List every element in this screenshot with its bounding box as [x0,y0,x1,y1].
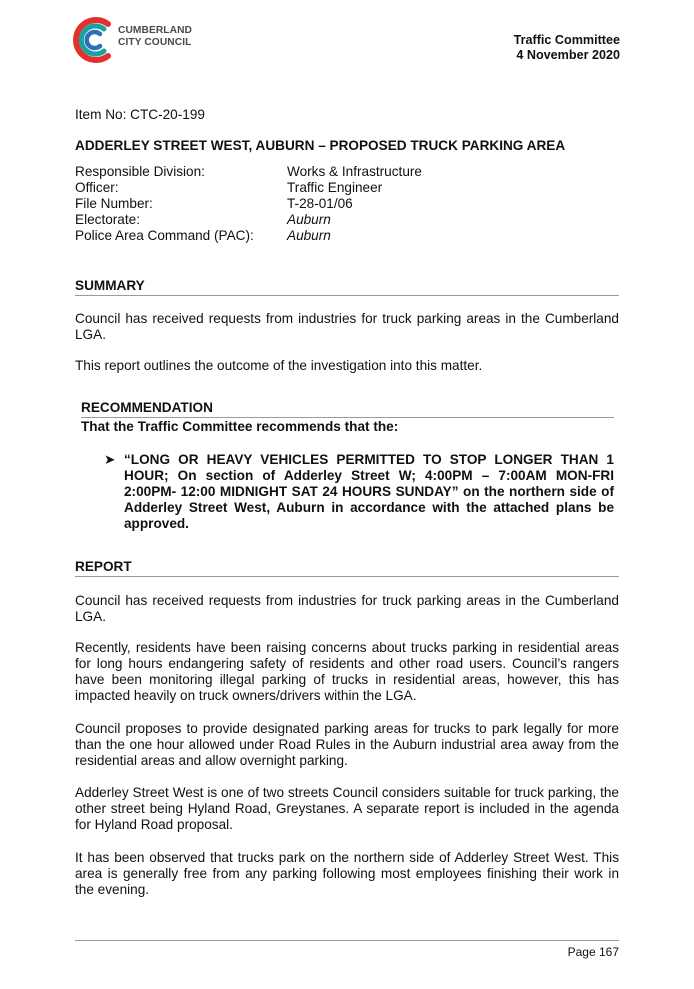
recommendation-text: “LONG OR HEAVY VEHICLES PERMITTED TO STOP LONGER THAN 1 HOUR; On section of Adderley Street W; 4:00PM – 7:00AM MON-FRI 2:00PM- 12:00 MIDNIGHT SAT 24 HOURS SUNDAY” on the northern side of Adderley Street West, Auburn in accordance with the attached plans be approved. [124,452,614,531]
council-logo [68,14,218,66]
meta-label: Officer: [75,180,119,195]
header-info [514,33,620,63]
summary-paragraph: This report outlines the outcome of the investigation into this matter. [75,358,483,373]
meeting-date: 4 November 2020 [516,48,620,62]
committee-name: Traffic Committee [513,33,620,47]
report-paragraph: It has been observed that trucks park on the northern side of Adderley Street West. This area is generally free from any parking following most employees finishing their work in the evening. [75,850,619,897]
meta-row-division [75,164,619,180]
item-metadata [75,164,619,244]
recommendation-bullet [104,452,614,532]
logo-line-2: CITY COUNCIL [118,36,192,48]
meta-label: Police Area Command (PAC): [75,228,254,243]
logo-text [118,25,192,48]
council-c-logo-icon [68,14,116,66]
meta-value: Traffic Engineer [287,180,383,195]
summary-heading: SUMMARY [75,278,619,296]
item-title: ADDERLEY STREET WEST, AUBURN – PROPOSED TRUCK PARKING AREA [75,138,566,153]
report-paragraph: Recently, residents have been raising concerns about trucks parking in residential areas for long hours endangering safety of residents and other road users. Council’s rangers have been monitoring illegal parking of trucks in residential areas, however, this has impacted heavily on truck owners/drivers within the LGA. [75,640,619,703]
recommendation-box [81,400,614,435]
logo-line-1: CUMBERLAND [118,25,193,36]
meta-value: T-28-01/06 [287,196,353,211]
report-heading: REPORT [75,559,619,577]
report-paragraph: Adderley Street West is one of two streets Council considers suitable for truck parking, the other street being Hyland Road, Greystanes. A separate report is included in the agenda for Hyland Road proposal. [75,785,619,832]
meta-row-file-number [75,196,619,212]
summary-paragraph: Council has received requests from industries for truck parking areas in the Cumberland LGA. [75,311,619,342]
meta-label: Electorate: [75,212,140,227]
report-paragraph: Council has received requests from industries for truck parking areas in the Cumberland LGA. [75,593,619,624]
meta-label: File Number: [75,196,153,211]
meta-row-pac [75,228,619,244]
item-number: Item No: CTC-20-199 [75,107,205,122]
meta-row-electorate [75,212,619,228]
meta-value: Works & Infrastructure [287,164,422,179]
meta-row-officer [75,180,619,196]
meta-value: Auburn [287,228,331,243]
recommendation-intro: That the Traffic Committee recommends that the: [81,419,399,434]
meta-value: Auburn [287,212,331,227]
meta-label: Responsible Division: [75,164,205,179]
footer-divider [75,940,619,941]
report-paragraph: Council proposes to provide designated parking areas for trucks to park legally for more than the one hour allowed under Road Rules in the Auburn industrial area away from the residential areas and allow overnight parking. [75,721,619,768]
page-number: Page 167 [567,945,619,959]
recommendation-heading: RECOMMENDATION [81,400,614,418]
arrow-bullet-icon: ➤ [104,452,116,467]
